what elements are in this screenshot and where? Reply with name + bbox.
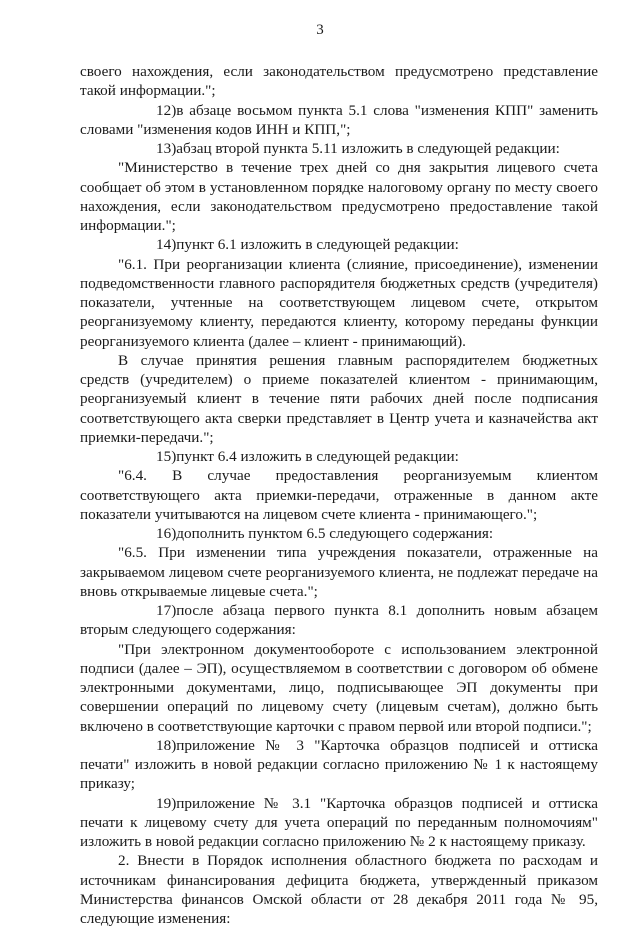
list-item	[80, 235, 598, 254]
item-number: 18)	[156, 736, 177, 754]
paragraph-text: "6.4. В случае предоставления реорганизуемым клиентом соответствующего акта приемки-передачи, отраженные в данном акте показатели учитываются на лицевом счете клиента - принимающего.";	[80, 467, 598, 523]
item-text: приложение № 3.1 "Карточка образцов подписей и оттиска печати к лицевому счету для учета операций по переданным полномочиям" изложить в новой редакции согласно приложению № 2 к настоящему приказу.	[80, 794, 598, 850]
item-text: дополнить пунктом 6.5 следующего содержания:	[176, 525, 494, 542]
item-number: 12)	[156, 101, 177, 119]
list-item	[80, 794, 598, 852]
list-item	[80, 101, 598, 140]
paragraph	[80, 158, 598, 235]
item-number: 13)	[156, 140, 177, 157]
paragraph-text: своего нахождения, если законодательством предусмотрено представление такой информации.";	[80, 63, 598, 100]
paragraph-text: В случае принятия решения главным распорядителем бюджетных средств (учредителем) о приеме показателей клиентом - принимающим, реорганизуемый клиент в течение пяти рабочих дней после подписания соответствующего акта сверки представляет в Центр учета и казначейства акт приемки-передачи.";	[80, 351, 598, 446]
paragraph	[80, 62, 598, 101]
item-text: после абзаца первого пункта 8.1 дополнить новым абзацем вторым следующего содержания:	[80, 602, 598, 639]
paragraph-text: "При электронном документообороте с использованием электронной подписи (далее – ЭП), осуществляемом в соответствии с договором об обмене электронными документами, лицо, подписывающее ЭП документы при совершении операций по лицевому счету (лицевым счетам), должно быть включено в соответствующие карточки с правом первой или второй подписи.";	[80, 640, 598, 735]
item-text: пункт 6.1 изложить в следующей редакции:	[176, 236, 459, 254]
paragraph-text: "Министерство в течение трех дней со дня закрытия лицевого счета сообщает об этом в установленном порядке налоговому органу по месту своего нахождения, если законодательством предусмотрено предоставление такой информации.";	[80, 159, 598, 234]
list-item	[80, 139, 598, 158]
item-text: пункт 6.4 изложить в следующей редакции:	[176, 448, 459, 465]
paragraph	[80, 640, 598, 736]
paragraph-text: "6.5. При изменении типа учреждения показатели, отраженные на закрываемом лицевом счете реорганизуемого клиента, не подлежат передаче на вновь открываемые лицевые счета.";	[80, 544, 598, 600]
list-item	[80, 524, 598, 543]
list-item	[80, 447, 598, 466]
item-number: 19)	[156, 794, 177, 812]
paragraph-text: 2. Внести в Порядок исполнения областного бюджета по расходам и источникам финансирования дефицита бюджета, утвержденный приказом Министерства финансов Омской области от 28 декабря 2011 года № 95, следующие изменения:	[80, 852, 598, 927]
item-text: в абзаце восьмом пункта 5.1 слова "изменения КПП" заменить словами "изменения кодов ИНН и КПП,";	[80, 101, 598, 138]
item-number: 16)	[156, 525, 177, 542]
item-text: приложение № 3 "Карточка образцов подписей и оттиска печати" изложить в новой редакции согласно приложению № 1 к настоящему приказу;	[80, 736, 598, 793]
page-number: 3	[316, 22, 324, 38]
paragraph	[80, 255, 598, 351]
item-number: 14)	[156, 236, 177, 254]
list-item	[80, 601, 598, 640]
paragraph	[80, 466, 598, 524]
item-number: 15)	[156, 448, 177, 465]
paragraph-text: "6.1. При реорганизации клиента (слияние, присоединение), изменении подведомственности главного распорядителя бюджетных средств (учредителя) показатели, учтенные на соответствующем лицевом счете, открытом реорганизуемому клиенту, передаются клиенту, которому переданы функции реорганизуемого клиента (далее – клиент - принимающий).	[80, 255, 598, 350]
paragraph	[80, 543, 598, 601]
item-text: абзац второй пункта 5.11 изложить в следующей редакции:	[176, 140, 560, 157]
paragraph	[80, 851, 598, 928]
list-item	[80, 736, 598, 794]
item-number: 17)	[156, 602, 177, 619]
paragraph	[80, 351, 598, 447]
document-body	[80, 62, 598, 928]
